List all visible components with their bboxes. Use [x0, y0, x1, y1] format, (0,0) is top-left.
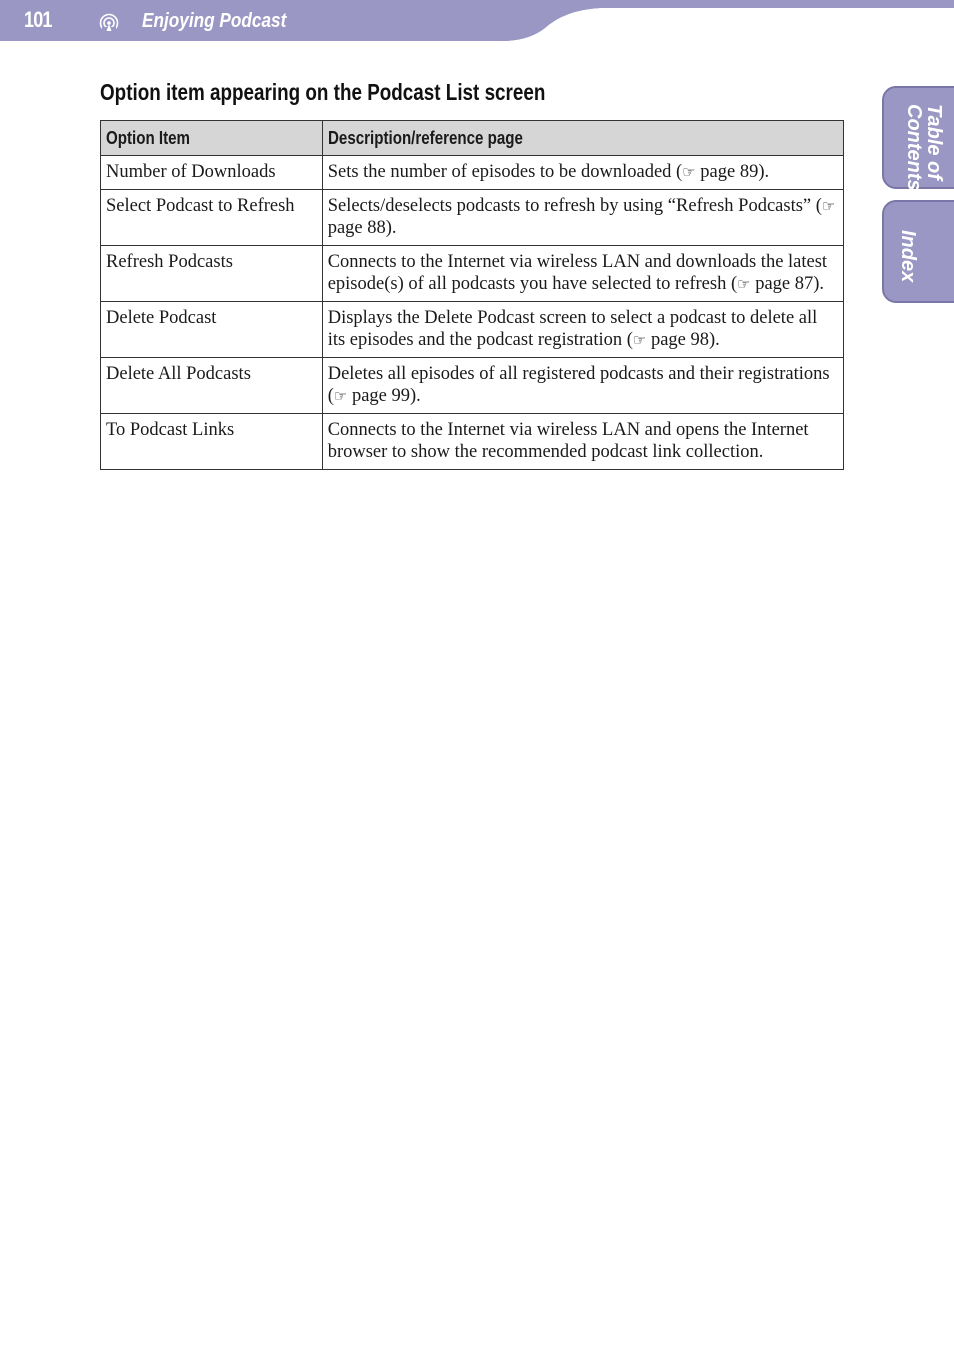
option-items-table: [100, 120, 844, 470]
page-reference-icon: ☞: [821, 197, 836, 215]
column-header-description: Description/reference page: [322, 121, 843, 156]
index-tab-label: Index: [897, 230, 919, 283]
page-reference-icon: ☞: [682, 163, 696, 181]
description-cell: Sets the number of episodes to be downloaded (☞ page 89).: [322, 156, 843, 190]
option-item-cell: Number of Downloads: [101, 156, 323, 190]
table-row: [101, 190, 844, 246]
description-cell: Connects to the Internet via wireless LAN and opens the Internet browser to show the recommended podcast link collection.: [322, 414, 843, 470]
table-of-contents-tab-label: Table of Contents: [903, 104, 945, 191]
description-cell: Connects to the Internet via wireless LAN and downloads the latest episode(s) of all podcasts you have selected to refresh (☞ page 87).: [322, 246, 843, 302]
page-reference-icon: ☞: [333, 387, 348, 405]
section-title: Enjoying Podcast: [142, 10, 287, 32]
table-of-contents-tab[interactable]: [882, 86, 954, 189]
description-cell: Selects/deselects podcasts to refresh by using “Refresh Podcasts” (☞ page 88).: [322, 190, 843, 246]
option-item-cell: Delete All Podcasts: [101, 358, 323, 414]
page-reference-icon: ☞: [737, 275, 751, 293]
option-item-cell: Delete Podcast: [101, 302, 323, 358]
option-item-cell: Refresh Podcasts: [101, 246, 323, 302]
page-header: [0, 0, 954, 42]
index-tab[interactable]: [882, 200, 954, 303]
column-header-option-item: Option Item: [101, 121, 323, 156]
page-reference-icon: ☞: [632, 331, 647, 349]
table-row: [101, 156, 844, 190]
table-header-row: [101, 121, 844, 156]
podcast-icon: [99, 13, 119, 33]
table-row: [101, 358, 844, 414]
table-row: [101, 414, 844, 470]
page-title: Option item appearing on the Podcast List screen: [100, 79, 546, 105]
page-number: 101: [24, 7, 52, 32]
option-item-cell: Select Podcast to Refresh: [101, 190, 323, 246]
option-item-cell: To Podcast Links: [101, 414, 323, 470]
description-cell: Deletes all episodes of all registered podcasts and their registrations (☞ page 99).: [322, 358, 843, 414]
table-row: [101, 302, 844, 358]
table-row: [101, 246, 844, 302]
description-cell: Displays the Delete Podcast screen to select a podcast to delete all its episodes and the podcast registration (☞ page 98).: [322, 302, 843, 358]
